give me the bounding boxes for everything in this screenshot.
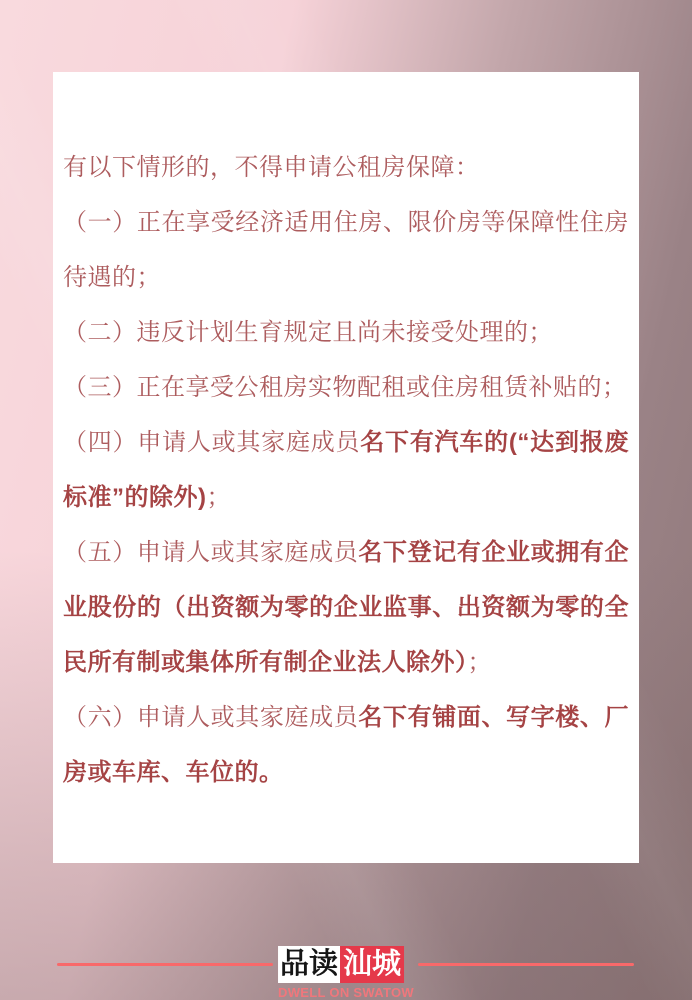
logo-text-cn-right: 汕城 bbox=[340, 946, 404, 983]
paragraph-text: （二）违反计划生育规定且尚未接受处理的； bbox=[63, 319, 553, 346]
brand-logo-box bbox=[278, 946, 414, 983]
restriction-item-2 bbox=[63, 305, 629, 360]
paragraph-text: （三）正在享受公租房实物配租或住房租赁补贴的； bbox=[63, 374, 627, 401]
paragraph-text: （五）申请人或其家庭成员 bbox=[63, 539, 359, 566]
brand-logo bbox=[278, 946, 414, 1000]
paragraph-text: ； bbox=[206, 484, 231, 511]
paragraph-bold-text: 名下有汽车的(“达到报废标准”的除外) bbox=[63, 429, 630, 511]
restriction-item-5 bbox=[63, 525, 629, 690]
restriction-item-6 bbox=[63, 690, 629, 800]
restriction-item-1 bbox=[63, 195, 629, 305]
paragraph-bold-text: 名下登记有企业或拥有企业股份的（出资额为零的企业监事、出资额为零的全民所有制或集体所有制企业法人除外） bbox=[63, 539, 630, 676]
restriction-item-4 bbox=[63, 415, 629, 525]
content-card bbox=[53, 72, 639, 863]
footer bbox=[0, 945, 692, 1000]
paragraph-bold-text: 名下有铺面、写字楼、厂房或车库、车位的。 bbox=[63, 704, 630, 786]
paragraph-text: （一）正在享受经济适用住房、限价房等保障性住房待遇的； bbox=[63, 209, 629, 291]
paragraph-text: 有以下情形的，不得申请公租房保障： bbox=[63, 154, 480, 181]
logo-tagline: DWELL ON SWATOW bbox=[278, 985, 414, 1000]
paragraph-text: （四）申请人或其家庭成员 bbox=[63, 429, 361, 456]
intro-text bbox=[63, 140, 629, 195]
paragraph-text: （六）申请人或其家庭成员 bbox=[63, 704, 359, 731]
divider-line-left bbox=[57, 963, 273, 966]
divider-line-right bbox=[418, 963, 634, 966]
logo-text-cn-left: 品读 bbox=[278, 946, 340, 983]
paragraph-text: ； bbox=[467, 649, 492, 676]
restriction-item-3 bbox=[63, 360, 629, 415]
